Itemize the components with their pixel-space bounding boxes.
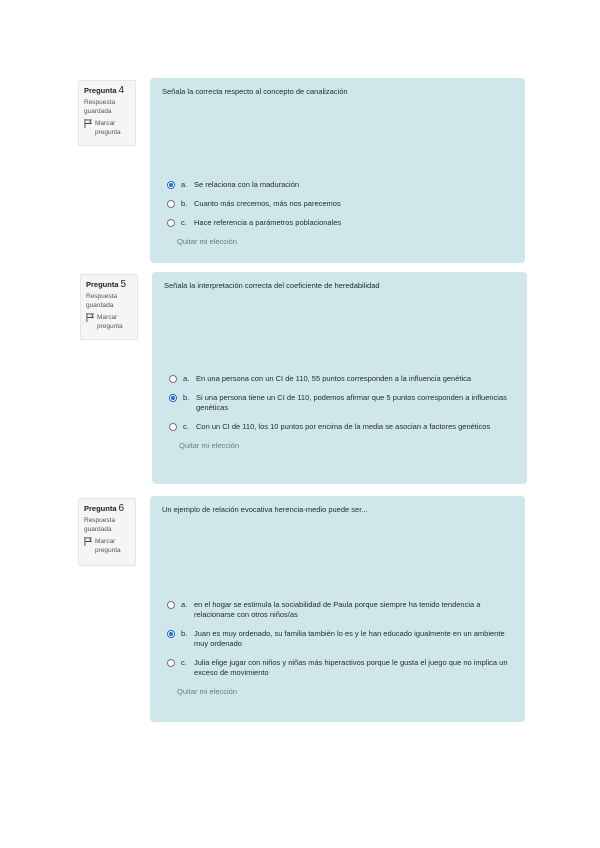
clear-choice-link[interactable]: Quitar mi elección [179, 441, 240, 450]
question-info [78, 80, 136, 146]
answer-option-c[interactable]: c. Julia elige jugar con niños y niñas más hiperactivos porque le gusta el juego que no implica un exceso de movimiento [167, 658, 513, 678]
radio-button[interactable] [167, 181, 175, 189]
radio-button[interactable] [167, 659, 175, 667]
radio-button[interactable] [169, 394, 177, 402]
question-state: Respuesta guardada [86, 293, 118, 309]
radio-button[interactable] [167, 200, 175, 208]
answer-list [167, 600, 513, 696]
question-card [152, 272, 527, 484]
question-text: Señala la interpretación correcta del coeficiente de heredabilidad [164, 281, 380, 290]
answer-list [169, 374, 515, 450]
question-text: Un ejemplo de relación evocativa herencia-medio puede ser... [162, 505, 368, 514]
question-text: Señala la correcta respecto al concepto de canalización [162, 87, 348, 96]
question-state: Respuesta guardada [84, 517, 116, 533]
question-number: Pregunta 6 [84, 503, 125, 514]
question-number: Pregunta 5 [86, 279, 127, 290]
flag-icon [84, 119, 93, 128]
question-card [150, 496, 525, 722]
question-state: Respuesta guardada [84, 99, 116, 115]
question-info [78, 498, 136, 566]
answer-option-a[interactable]: a. Se relaciona con la maduración [167, 180, 513, 190]
clear-choice-link[interactable]: Quitar mi elección [177, 687, 238, 696]
answer-option-c[interactable]: c. Con un CI de 110, los 10 puntos por encima de la media se asocian a factores genéticos [169, 422, 515, 432]
answer-option-a[interactable]: a. En una persona con un CI de 110, 55 puntos corresponden a la influencia genética [169, 374, 515, 384]
radio-button[interactable] [167, 630, 175, 638]
flag-icon [86, 313, 95, 322]
flag-icon [84, 537, 93, 546]
radio-button[interactable] [169, 423, 177, 431]
answer-option-b[interactable]: b. Juan es muy ordenado, su familia también lo es y le han educado igualmente en un ambiente muy ordenado [167, 629, 513, 649]
clear-choice-link[interactable]: Quitar mi elección [177, 237, 238, 246]
answer-option-c[interactable]: c. Hace referencia a parámetros poblacionales [167, 218, 513, 228]
answer-option-a[interactable]: a. en el hogar se estimula la sociabilidad de Paula porque siempre ha tenido tendencia a relacionarse con otros niños/as [167, 600, 513, 620]
radio-button[interactable] [169, 375, 177, 383]
answer-option-b[interactable]: b. Cuanto más crecemos, más nos parecemos [167, 199, 513, 209]
question-number: Pregunta 4 [84, 85, 125, 96]
question-info [80, 274, 138, 340]
flag-question-link[interactable]: Marcar pregunta [86, 313, 132, 331]
radio-button[interactable] [167, 219, 175, 227]
question-card [150, 78, 525, 263]
answer-option-b[interactable]: b. Si una persona tiene un CI de 110, podemos afirmar que 5 puntos corresponden a influencias genéticas [169, 393, 515, 413]
radio-button[interactable] [167, 601, 175, 609]
answer-list [167, 180, 513, 246]
flag-question-link[interactable]: Marcar pregunta [84, 537, 130, 555]
flag-question-link[interactable]: Marcar pregunta [84, 119, 130, 137]
